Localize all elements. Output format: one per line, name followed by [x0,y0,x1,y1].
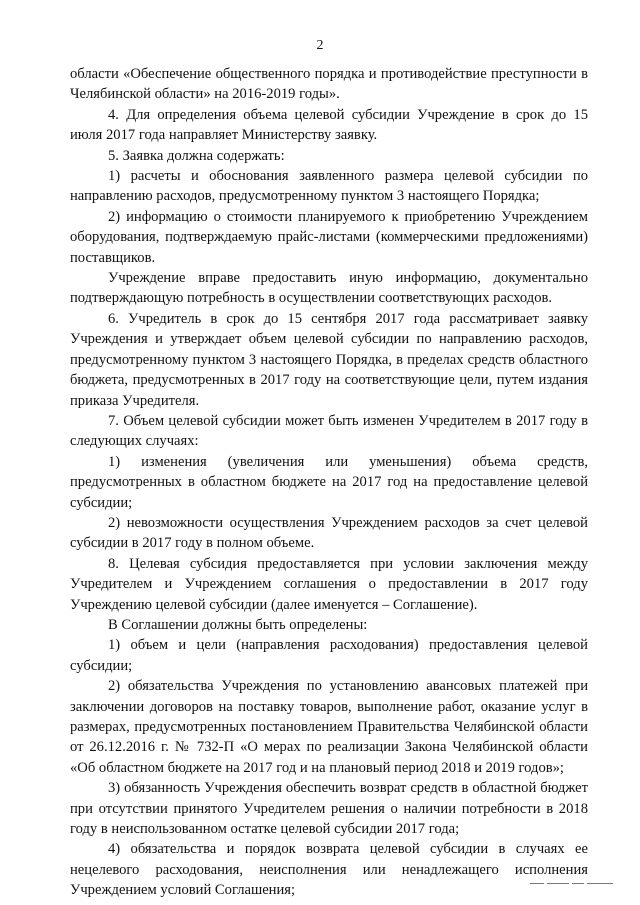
document-body [70,64,588,901]
paragraph-item-6: 6. Учредитель в срок до 15 сентября 2017 года рассматривает заявку Учреждения и утверждает объем целевой субсидии по направлению расходов, предусмотренному пунктом 3 настоящего Порядка, в пределах средств областного бюджета, предусмотренных в 2017 году на соответствующие цели, путем издания приказа Учредителя. [70,310,588,409]
paragraph-agreement-3: 3) обязанность Учреждения обеспечить возврат средств в областной бюджет при отсутствии принятого Учредителем решения о наличии потребности в 2018 году в неиспользованном остатке целевой субсидии 2017 года; [70,780,588,838]
paragraph-agreement-intro: В Соглашении должны быть определены: [108,616,368,633]
paragraph-subitem-7-2: 2) невозможности осуществления Учреждением расходов за счет целевой субсидии в 2017 году в полном объеме. [70,514,588,552]
paragraph-continuation: области «Обеспечение общественного порядка и противодействие преступности в Челябинской области» на 2016-2019 годы». [70,66,588,103]
paragraph-subitem-5-1: 1) расчеты и обоснования заявленного размера целевой субсидии по направлению расходов, предусмотренному пунктом 3 настоящего Порядка; [70,168,588,205]
scan-mark-dash [530,883,544,884]
scan-mark-dash [572,883,584,884]
paragraph-agreement-4: 4) обязательства и порядок возврата целевой субсидии в случаях ее нецелевого расходования, неисполнения или ненадлежащего исполнения Учреждением условий Соглашения; [70,841,588,899]
footer-scan-mark [530,881,615,885]
paragraph-additional-info: Учреждение вправе предоставить иную информацию, документально подтверждающую потребность в осуществлении соответствующих расходов. [70,270,588,307]
paragraph-subitem-7-1: 1) изменения (увеличения или уменьшения) объема средств, предусмотренных в областном бюджете на 2017 год на предоставление целевой субсидии; [70,453,588,511]
paragraph-subitem-5-2: 2) информацию о стоимости планируемого к приобретению Учреждением оборудования, подтверждаемую прайс-листами (коммерческими предложениями) поставщиков. [70,208,588,266]
paragraph-item-7: 7. Объем целевой субсидии может быть изменен Учредителем в 2017 году в следующих случаях: [70,412,588,450]
paragraph-item-8: 8. Целевая субсидия предоставляется при условии заключения между Учредителем и Учреждением соглашения о предоставлении в 2017 году Учреждению целевой субсидии (далее именуется – Соглашение). [70,555,588,613]
scan-mark-dash [587,883,613,884]
paragraph-item-5: 5. Заявка должна содержать: [108,147,285,164]
paragraph-item-4: 4. Для определения объема целевой субсидии Учреждение в срок до 15 июля 2017 года направляет Министерству заявку. [70,106,588,144]
page-number: 2 [316,38,324,53]
paragraph-agreement-1: 1) объем и цели (направления расходования) предоставления целевой субсидии; [70,637,588,674]
paragraph-agreement-2: 2) обязательства Учреждения по установлению авансовых платежей при заключении договоров на поставку товаров, выполнение работ, оказание услуг в размерах, предусмотренных постановлением Правительства Челябинской области от 26.12.2016 г. № 732-П «О мерах по реализации Закона Челябинской области «Об областном бюджете на 2017 год и на плановый период 2018 и 2019 годов»; [70,678,588,776]
scan-mark-dash [547,883,569,884]
